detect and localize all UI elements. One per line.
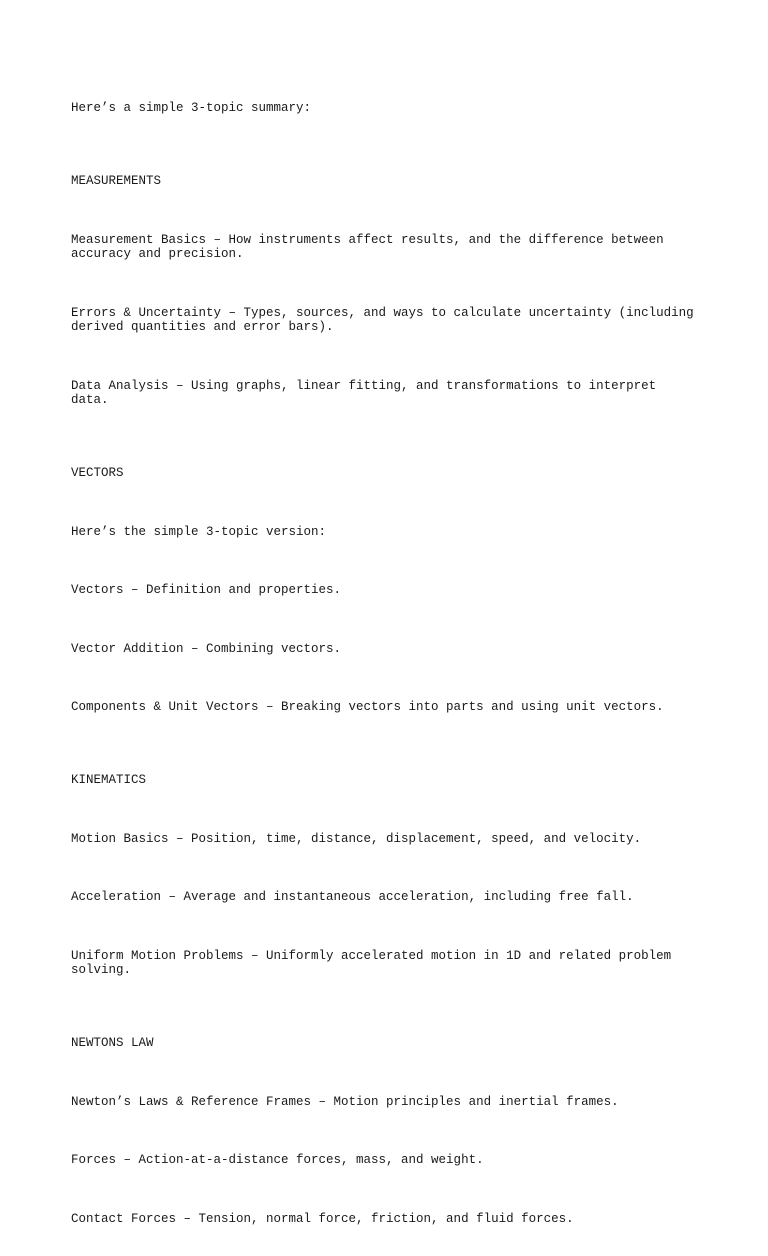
topic-uniform-motion-problems: Uniform Motion Problems – Uniformly accelerated motion in 1D and related problem solving. [71, 948, 672, 977]
section-heading-newtons-law: NEWTONS LAW [71, 1036, 154, 1050]
section-heading-measurements: MEASUREMENTS [71, 174, 162, 188]
intro-text: Here’s a simple 3-topic summary: [71, 101, 312, 115]
topic-vector-addition: Vector Addition – Combining vectors. [71, 641, 342, 656]
topic-vectors: Vectors – Definition and properties. [71, 583, 342, 597]
topic-acceleration: Acceleration – Average and instantaneous acceleration, including free fall. [71, 890, 634, 904]
vectors-intro-text: Here’s the simple 3-topic version: [71, 524, 327, 539]
document-page [71, 72, 711, 1256]
topic-forces: Forces – Action-at-a-distance forces, mass, and weight. [71, 1153, 484, 1167]
topic-newtons-laws-reference-frames: Newton’s Laws & Reference Frames – Motion principles and inertial frames. [71, 1094, 619, 1109]
topic-contact-forces: Contact Forces – Tension, normal force, friction, and fluid forces. [71, 1211, 574, 1226]
topic-motion-basics: Motion Basics – Position, time, distance, displacement, speed, and velocity. [71, 831, 642, 846]
section-heading-vectors: VECTORS [71, 466, 124, 480]
topic-measurement-basics: Measurement Basics – How instruments affect results, and the difference between accuracy and precision. [71, 232, 664, 261]
topic-data-analysis: Data Analysis – Using graphs, linear fitting, and transformations to interpret data. [71, 378, 657, 407]
topic-components-unit-vectors: Components & Unit Vectors – Breaking vectors into parts and using unit vectors. [71, 700, 664, 714]
section-heading-kinematics: KINEMATICS [71, 773, 147, 787]
topic-errors-uncertainty: Errors & Uncertainty – Types, sources, and ways to calculate uncertainty (including derived quantities and error bars). [71, 305, 694, 334]
